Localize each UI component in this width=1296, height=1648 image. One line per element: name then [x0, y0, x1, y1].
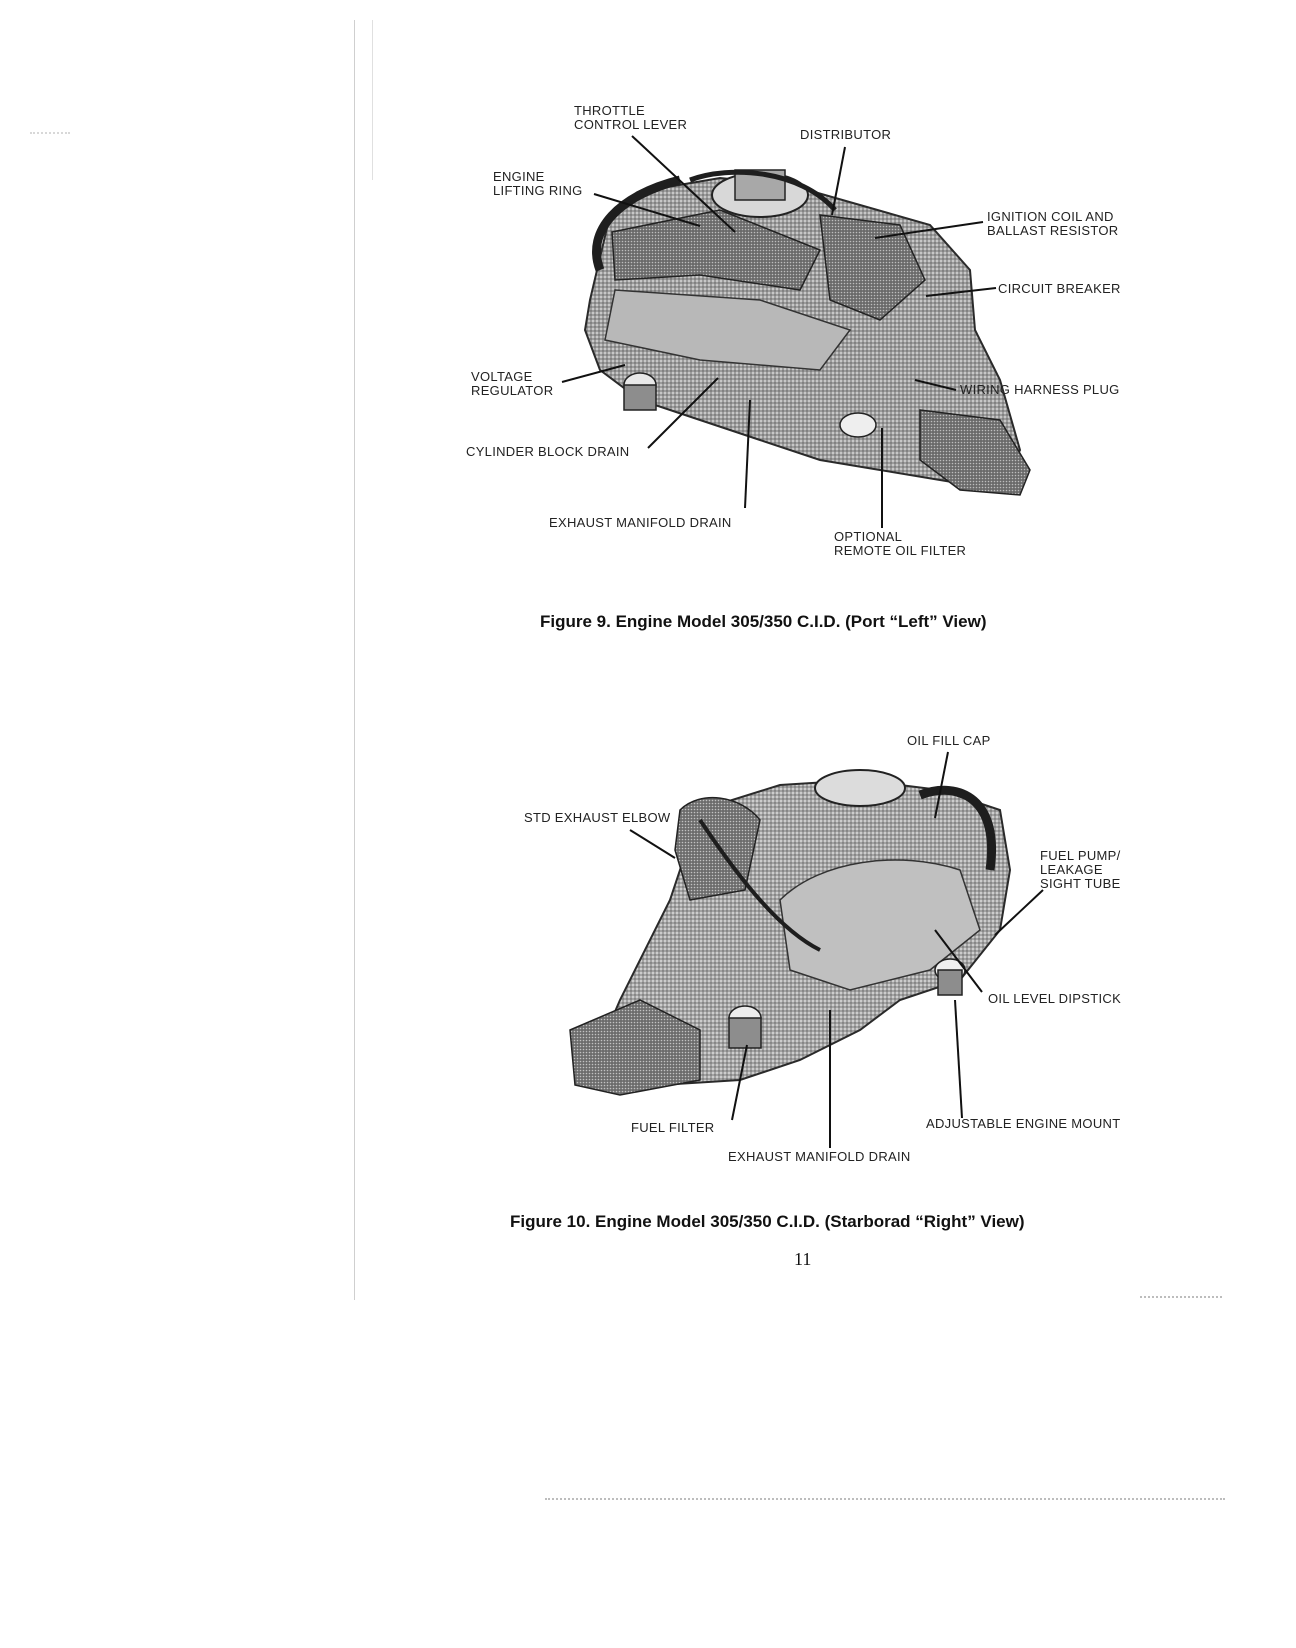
- figure-10-caption: Figure 10. Engine Model 305/350 C.I.D. (Starborad “Right” View): [510, 1212, 1025, 1231]
- scan-dots-bottom: [545, 1498, 1225, 1500]
- label-fuel-filter: FUEL FILTER: [631, 1120, 715, 1135]
- figure-10: [0, 700, 1296, 1260]
- label-exhaust-manifold-drain-2: EXHAUST MANIFOLD DRAIN: [728, 1149, 911, 1164]
- label-voltage-regulator: VOLTAGE REGULATOR: [471, 369, 554, 398]
- label-wiring-harness-plug: WIRING HARNESS PLUG: [960, 382, 1120, 397]
- figure-9: [0, 0, 1296, 640]
- label-distributor: DISTRIBUTOR: [800, 127, 892, 142]
- label-oil-fill-cap: OIL FILL CAP: [907, 733, 991, 748]
- label-oil-level-dipstick: OIL LEVEL DIPSTICK: [988, 991, 1122, 1006]
- page-number: 11: [794, 1249, 812, 1269]
- label-cylinder-block-drain: CYLINDER BLOCK DRAIN: [466, 444, 630, 459]
- label-ignition-coil: IGNITION COIL AND BALLAST RESISTOR: [987, 209, 1119, 238]
- label-engine-lifting-ring: ENGINE LIFTING RING: [493, 169, 583, 198]
- label-remote-oil-filter: OPTIONAL REMOTE OIL FILTER: [834, 529, 967, 558]
- engine-starboard-illustration: [0, 700, 1296, 1260]
- label-std-exhaust-elbow: STD EXHAUST ELBOW: [524, 810, 671, 825]
- engine-port-illustration: [0, 0, 1296, 640]
- label-circuit-breaker: CIRCUIT BREAKER: [998, 281, 1121, 296]
- figure-9-caption: Figure 9. Engine Model 305/350 C.I.D. (Port “Left” View): [540, 612, 987, 631]
- label-fuel-pump-sight-tube: FUEL PUMP/ LEAKAGE SIGHT TUBE: [1040, 848, 1121, 891]
- scan-dots-right: [1140, 1296, 1222, 1298]
- label-throttle-control-lever: THROTTLE CONTROL LEVER: [574, 103, 688, 132]
- label-adjustable-engine-mount: ADJUSTABLE ENGINE MOUNT: [926, 1116, 1121, 1131]
- label-exhaust-manifold-drain: EXHAUST MANIFOLD DRAIN: [549, 515, 732, 530]
